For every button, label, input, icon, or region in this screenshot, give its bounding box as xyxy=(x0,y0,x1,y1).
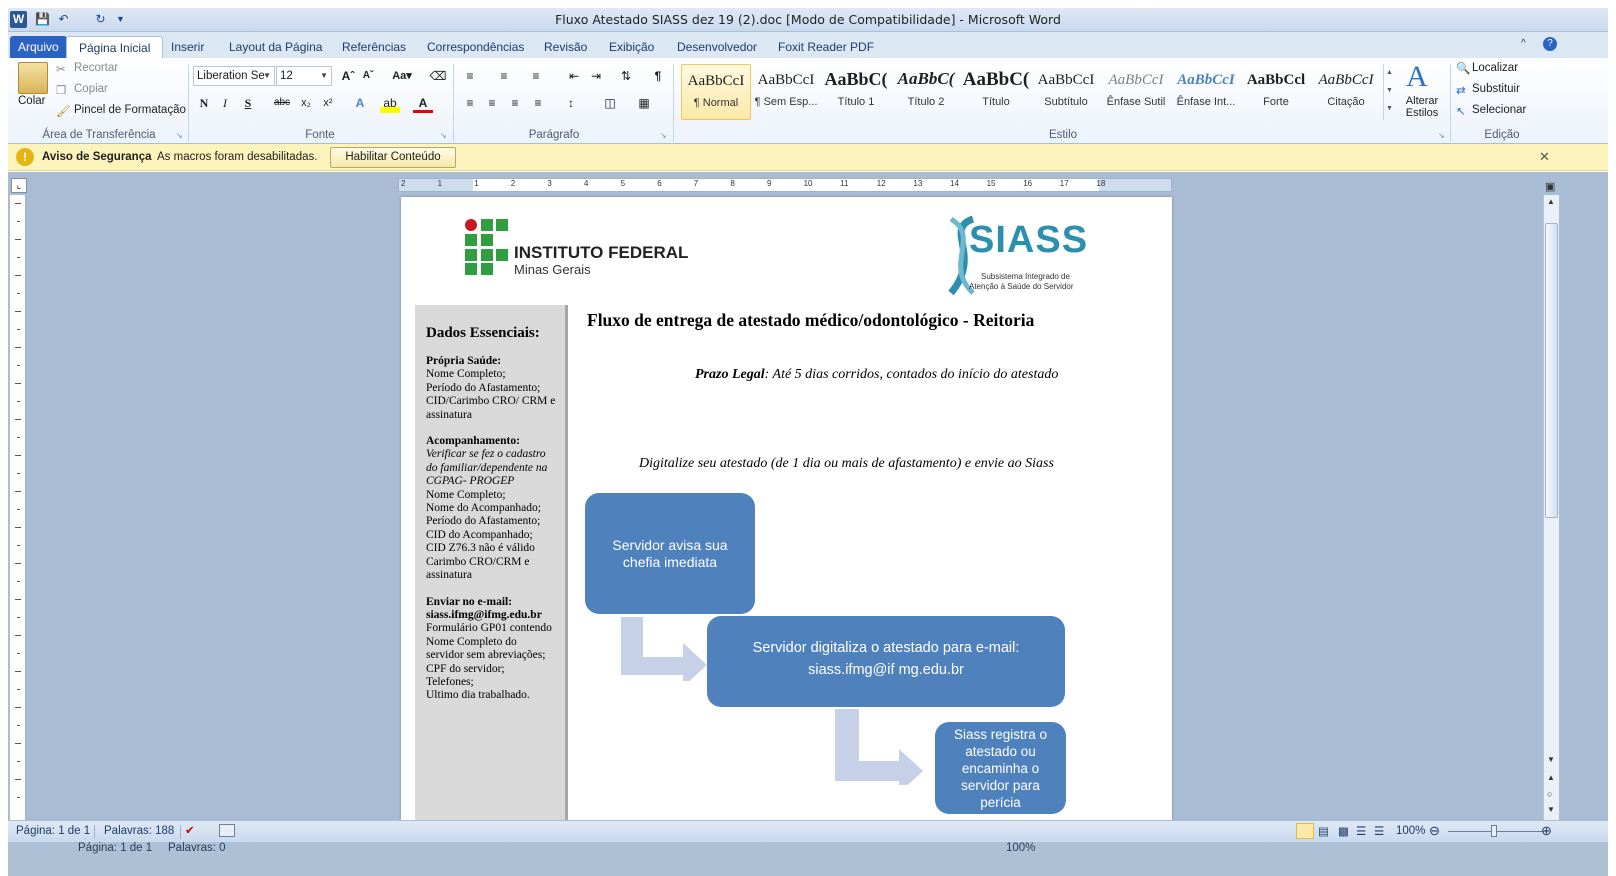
print-layout-icon[interactable] xyxy=(1296,823,1314,839)
ruler-tick-label: 6 xyxy=(657,179,662,188)
strikethrough-icon[interactable]: abc xyxy=(273,97,291,108)
vertical-ruler-tick xyxy=(15,455,21,456)
vertical-ruler-tick xyxy=(15,671,21,672)
title-bar xyxy=(8,8,1608,32)
sidebar-content: Própria Saúde: Nome Completo; Período do Afastamento; CID/Carimbo CRO/ CRM e assinatura Acompanhamento: Verificar se fez o cadastro do familiar/dependente na CGPAG- PROGEP Nome Completo; Nome do Acompanhado; Período do Afastamento; CID do Acompanhado; CID Z76.3 não é válido Carimbo CRO/CRM e assinatura Enviar no e-mail: siass.ifmg@ifmg.edu.br Formulário GP01 contendo Nome Completo do servidor sem abreviações; CPF do servidor; Telefones; Ultimo dia trabalhado. xyxy=(426,355,556,702)
previous-page-icon[interactable]: ▲ xyxy=(1547,773,1555,782)
ruler-tick-label: 8 xyxy=(730,179,735,188)
clear-format-icon[interactable]: ⌫ xyxy=(429,69,447,83)
style-forte[interactable]: AaBbCcl Forte xyxy=(1246,72,1306,108)
sort-icon[interactable]: ⇅ xyxy=(620,69,632,83)
shrink-font-icon[interactable]: Aˇ xyxy=(362,70,374,81)
style-enfase-intensa[interactable]: AaBbCcI Ênfase Int... xyxy=(1176,72,1236,108)
ruler-tick-label: 2 xyxy=(510,179,516,188)
line-spacing-icon[interactable]: ↕ xyxy=(568,96,574,110)
style-normal[interactable]: AaBbCcI ¶ Normal xyxy=(681,64,751,120)
help-icon[interactable]: ? xyxy=(1543,37,1557,51)
format-painter-button[interactable]: Pincel de Formatação xyxy=(74,104,186,116)
styles-scroll[interactable]: ▲ ▼ ▼ xyxy=(1383,64,1395,120)
italic-icon[interactable]: I xyxy=(223,96,227,110)
ribbon-tabs xyxy=(8,32,1608,58)
ruler-tick-label: 1 xyxy=(474,179,479,188)
warning-icon: ! xyxy=(16,148,34,166)
status-bar xyxy=(8,820,1608,842)
prazo-legal: Prazo Legal: Até 5 dias corridos, contados do início do atestado xyxy=(695,367,1059,382)
ruler-tick-label: 4 xyxy=(584,179,589,188)
paste-button[interactable]: Colar xyxy=(18,95,46,107)
customize-toolbar-icon[interactable]: ▼ xyxy=(116,14,125,24)
window-title: Fluxo Atestado SIASS dez 19 (2).doc [Modo de Compatibilidade] - Microsoft Word xyxy=(555,12,1061,27)
siass-logo: SIASS Subsistema Integrado de Atenção à Saúde do Servidor xyxy=(943,215,1078,297)
tab-referencias[interactable]: Referências xyxy=(342,40,407,54)
ruler-tick-label: 10 xyxy=(803,179,813,188)
style-titulo-2[interactable]: AaBbC( Título 2 xyxy=(897,69,955,108)
font-group-label: Fonte xyxy=(305,129,335,141)
ruler-tick-label: 2 xyxy=(401,179,406,188)
vertical-ruler-tick xyxy=(17,725,20,726)
bullets-icon[interactable]: ≡ xyxy=(466,69,474,83)
clipboard-group-label: Área de Transferência xyxy=(42,129,156,141)
ruler-tick-label: 13 xyxy=(913,179,923,188)
editing-group-label: Edição xyxy=(1484,129,1520,141)
style-sem-espaco[interactable]: AaBbCcI ¶ Sem Esp... xyxy=(754,72,818,108)
vertical-ruler-tick xyxy=(17,401,20,402)
vertical-ruler-tick xyxy=(17,509,20,510)
font-launcher-icon[interactable]: ↘ xyxy=(440,131,447,140)
security-title: Aviso de Segurança xyxy=(42,151,152,163)
change-styles-button[interactable]: Alterar Estilos xyxy=(1405,95,1439,119)
redo-icon[interactable]: ↻ xyxy=(95,12,106,26)
flow-step-2: Servidor digitaliza o atestado para e-mail: siass.ifmg@if mg.edu.br xyxy=(707,616,1065,707)
minimize-ribbon-icon[interactable]: ^ xyxy=(1521,38,1526,49)
vertical-ruler[interactable] xyxy=(10,195,26,820)
outline-icon[interactable]: ☰ xyxy=(1356,826,1367,838)
tab-exibicao[interactable]: Exibição xyxy=(609,40,655,54)
close-icon[interactable]: ✕ xyxy=(1539,149,1550,164)
sidebar-heading: Dados Essenciais: xyxy=(426,325,540,341)
vertical-ruler-tick xyxy=(15,347,21,348)
superscript-icon[interactable]: x² xyxy=(323,97,333,109)
tab-correspondencias[interactable]: Correspondências xyxy=(427,40,525,54)
ruler-tick-label: 7 xyxy=(693,179,699,188)
vertical-ruler-tick xyxy=(17,473,20,474)
vertical-ruler-tick xyxy=(15,203,21,204)
change-case-icon[interactable]: Aa▾ xyxy=(392,70,412,82)
ruler-tick-label: 18 xyxy=(1096,179,1106,188)
vertical-ruler-tick xyxy=(17,257,20,258)
horizontal-ruler[interactable] xyxy=(398,178,1172,192)
vertical-ruler-tick xyxy=(15,419,21,420)
chevron-down-icon: ▼ xyxy=(263,71,271,80)
vertical-ruler-tick xyxy=(15,527,21,528)
styles-launcher-icon[interactable]: ↘ xyxy=(1438,131,1445,140)
tab-foxit[interactable]: Foxit Reader PDF xyxy=(778,40,875,54)
paragraph-launcher-icon[interactable]: ↘ xyxy=(660,131,667,140)
font-size-combo[interactable]: 12 ▼ xyxy=(276,66,332,86)
font-name-combo[interactable]: Liberation Se ▼ xyxy=(193,66,275,86)
style-titulo-1[interactable]: AaBbC( Título 1 xyxy=(824,69,888,108)
numbering-icon[interactable]: ≡ xyxy=(500,69,508,83)
align-left-icon[interactable]: ≡ xyxy=(466,96,474,110)
style-enfase-sutil[interactable]: AaBbCcI Ênfase Sutil xyxy=(1106,72,1166,108)
align-right-icon[interactable]: ≡ xyxy=(511,96,519,110)
tab-arquivo[interactable]: Arquivo xyxy=(10,36,67,58)
paragraph-group-label: Parágrafo xyxy=(528,129,580,141)
shading-icon[interactable]: ◫ xyxy=(604,96,616,110)
decrease-indent-icon[interactable]: ⇤ xyxy=(568,69,580,83)
vertical-ruler-tick xyxy=(15,707,21,708)
zoom-level[interactable]: 100% xyxy=(1396,825,1426,837)
word-count[interactable]: Palavras: 188 xyxy=(104,825,175,837)
vertical-ruler-tick xyxy=(17,689,20,690)
document-page[interactable] xyxy=(401,197,1172,820)
tab-inserir[interactable]: Inserir xyxy=(171,40,205,54)
zoom-in-icon[interactable]: ⊕ xyxy=(1541,823,1552,838)
security-message: As macros foram desabilitadas. xyxy=(157,151,318,163)
ruler-tick-label: 9 xyxy=(767,179,772,188)
ruler-tick-label: 1 xyxy=(437,179,443,188)
vertical-ruler-tick xyxy=(15,491,21,492)
zoom-slider-thumb[interactable] xyxy=(1491,825,1497,837)
find-button[interactable]: Localizar xyxy=(1472,62,1519,74)
document-title: Fluxo de entrega de atestado médico/odontológico - Reitoria xyxy=(587,310,1035,330)
vertical-ruler-tick xyxy=(17,617,20,618)
styles-group-label: Estilo xyxy=(1048,129,1078,141)
vertical-ruler-tick xyxy=(15,311,21,312)
zoom-out-icon[interactable]: ⊖ xyxy=(1429,823,1440,838)
replace-icon[interactable]: ⇄ xyxy=(1456,85,1466,97)
ruler-tick-label: 14 xyxy=(950,179,959,188)
vertical-ruler-tick xyxy=(15,779,21,780)
view-ruler-icon[interactable]: ▣ xyxy=(1545,181,1556,193)
vertical-ruler-tick xyxy=(17,545,20,546)
undo-icon[interactable]: ↶ xyxy=(58,12,69,26)
subscript-icon[interactable]: x₂ xyxy=(301,97,311,109)
vertical-ruler-tick xyxy=(17,221,20,222)
ribbon xyxy=(8,58,1608,144)
font-color-icon[interactable]: A xyxy=(413,93,433,113)
instituto-federal-logo: INSTITUTO FEDERAL Minas Gerais xyxy=(465,219,511,278)
replace-button[interactable]: Substituir xyxy=(1472,83,1520,95)
ruler-tick-label: 5 xyxy=(620,179,626,188)
increase-indent-icon[interactable]: ⇥ xyxy=(590,69,602,83)
select-icon[interactable]: ↖ xyxy=(1456,106,1466,118)
full-screen-reading-icon[interactable]: ▤ xyxy=(1318,826,1329,838)
flow-step-1: Servidor avisa sua chefia imediata xyxy=(585,493,755,614)
ruler-tick-label: 11 xyxy=(840,179,849,188)
web-layout-icon[interactable]: ▩ xyxy=(1338,826,1349,838)
grow-font-icon[interactable]: Aˆ xyxy=(341,69,355,83)
background-window-status: Página: 1 de 1 Palavras: 0 100% xyxy=(8,842,1608,876)
copy-icon[interactable]: ❐ xyxy=(56,85,67,97)
bold-icon[interactable]: N xyxy=(199,96,209,110)
vertical-ruler-tick xyxy=(15,275,21,276)
tab-pagina-inicial[interactable]: Página Inicial xyxy=(66,36,163,58)
find-icon[interactable]: 🔍 xyxy=(1456,63,1471,75)
essential-data-sidebar xyxy=(415,305,568,820)
proofing-icon[interactable]: ✔ xyxy=(185,825,195,837)
style-subtitulo[interactable]: AaBbCcI Subtítulo xyxy=(1037,72,1095,108)
enable-content-button[interactable]: Habilitar Conteúdo xyxy=(330,147,456,168)
scroll-down-icon[interactable]: ▼ xyxy=(1547,755,1555,764)
scroll-up-icon[interactable]: ▲ xyxy=(1547,197,1555,206)
if-logo-mark-icon xyxy=(465,219,511,275)
vertical-ruler-tick xyxy=(15,563,21,564)
save-icon[interactable]: 💾 xyxy=(35,12,50,26)
vertical-ruler-tick xyxy=(15,239,21,240)
ruler-tick-label: 17 xyxy=(1059,179,1069,188)
vertical-ruler-tick xyxy=(17,797,20,798)
change-styles-icon[interactable]: A xyxy=(1406,60,1428,93)
paste-icon[interactable] xyxy=(18,62,48,94)
justify-icon[interactable]: ≡ xyxy=(534,96,542,110)
style-titulo[interactable]: AaBbC( Título xyxy=(962,69,1030,108)
draft-icon[interactable]: ☰ xyxy=(1374,826,1385,838)
page-count[interactable]: Página: 1 de 1 xyxy=(16,825,91,837)
browse-object-icon[interactable]: ○ xyxy=(1547,789,1553,799)
align-center-icon[interactable]: ≡ xyxy=(488,96,496,110)
cut-icon[interactable]: ✂ xyxy=(56,64,66,76)
security-warning-bar xyxy=(8,144,1608,171)
vertical-ruler-tick xyxy=(17,329,20,330)
flow-arrow-2-icon xyxy=(835,709,927,785)
text-effects-icon[interactable]: A xyxy=(355,96,365,110)
multilevel-list-icon[interactable]: ≡ xyxy=(532,69,540,83)
borders-icon[interactable]: ▦ xyxy=(638,96,650,110)
word-app-icon[interactable]: W xyxy=(10,11,27,28)
vertical-ruler-tick xyxy=(15,743,21,744)
vertical-ruler-tick xyxy=(17,761,20,762)
digitalize-instruction: Digitalize seu atestado (de 1 dia ou mais de afastamento) e envie ao Siass xyxy=(639,456,1054,471)
ruler-ticks xyxy=(399,179,1171,191)
show-marks-icon[interactable]: ¶ xyxy=(654,69,662,83)
tab-desenvolvedor[interactable]: Desenvolvedor xyxy=(677,40,758,54)
style-citacao[interactable]: AaBbCcI Citação xyxy=(1318,72,1374,108)
vertical-ruler-tick xyxy=(15,635,21,636)
underline-icon[interactable]: S xyxy=(244,96,252,110)
ruler-tick-label: 12 xyxy=(876,179,886,188)
vertical-ruler-tick xyxy=(17,293,20,294)
ruler-tick-label: 16 xyxy=(1023,179,1033,188)
chevron-down-icon: ▼ xyxy=(320,71,328,80)
vertical-ruler-tick xyxy=(17,581,20,582)
vertical-scrollbar[interactable] xyxy=(1543,195,1559,820)
ruler-tick-label: 15 xyxy=(986,179,996,188)
flow-arrow-1-icon xyxy=(621,617,711,681)
cut-button[interactable]: Recortar xyxy=(74,62,119,74)
highlight-icon[interactable]: ab xyxy=(380,93,400,113)
macro-record-icon[interactable] xyxy=(219,824,235,837)
vertical-ruler-tick xyxy=(15,383,21,384)
vertical-ruler-tick xyxy=(15,599,21,600)
format-painter-icon[interactable]: 🖌 xyxy=(56,106,71,118)
ruler-tick-label: 3 xyxy=(547,179,552,188)
select-button[interactable]: Selecionar xyxy=(1472,104,1527,116)
tab-revisao[interactable]: Revisão xyxy=(544,40,588,54)
clipboard-launcher-icon[interactable]: ↘ xyxy=(176,131,183,140)
vertical-ruler-tick xyxy=(17,437,20,438)
scroll-thumb[interactable] xyxy=(1545,223,1558,518)
vertical-ruler-tick xyxy=(17,653,20,654)
flow-step-3: Siass registra o atestado ou encaminha o servidor para perícia xyxy=(935,722,1066,814)
vertical-ruler-tick xyxy=(17,365,20,366)
copy-button[interactable]: Copiar xyxy=(74,83,108,95)
next-page-icon[interactable]: ▼ xyxy=(1547,805,1555,814)
tab-layout[interactable]: Layout da Página xyxy=(229,40,323,54)
tab-stop-selector[interactable]: ⌞ xyxy=(11,178,27,193)
